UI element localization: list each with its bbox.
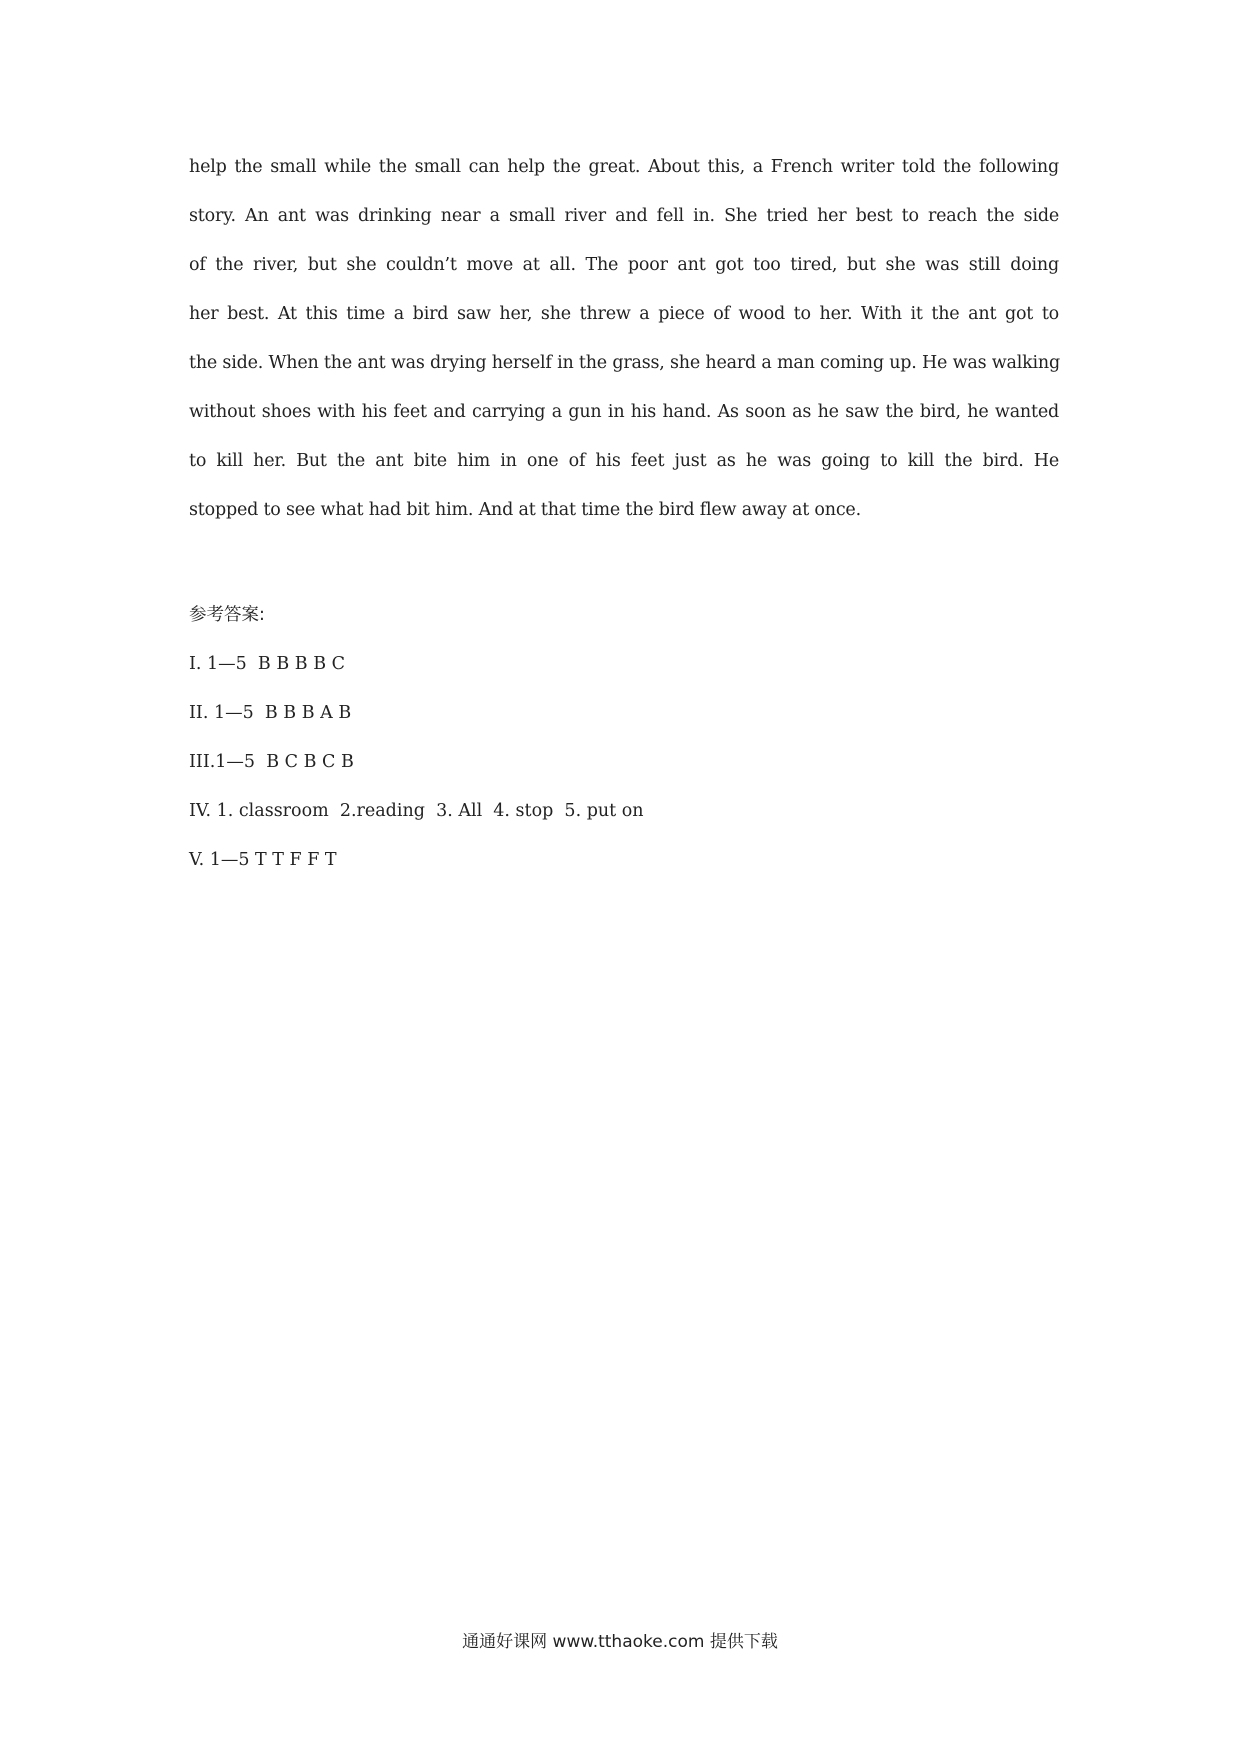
answer-key-title: 参考答案: (189, 605, 265, 625)
passage-line: story. An ant was drinking near a small river and fell in. She tried her best to reach the side (189, 206, 1059, 226)
reading-passage (189, 158, 1059, 550)
answer-line-section-1: I. 1—5 B B B B C (189, 654, 346, 674)
passage-line: the side. When the ant was drying herself in the grass, she heard a man coming up. He was walking (189, 353, 1061, 373)
passage-line: her best. At this time a bird saw her, she threw a piece of wood to her. With it the ant got to (189, 304, 1059, 324)
answer-key (189, 606, 889, 900)
passage-line: of the river, but she couldn’t move at all. The poor ant got too tired, but she was still doing (189, 255, 1059, 275)
passage-line: help the small while the small can help the great. About this, a French writer told the following (189, 157, 1059, 177)
passage-line: stopped to see what had bit him. And at that time the bird flew away at once. (189, 500, 861, 520)
answer-line-section-4: IV. 1. classroom 2.reading 3. All 4. stop 5. put on (189, 801, 644, 821)
page-footer: 通通好课网 www.tthaoke.com 提供下载 (462, 1632, 778, 1652)
passage-line: to kill her. But the ant bite him in one of his feet just as he was going to kill the bird. He (189, 451, 1059, 471)
answer-line-section-3: III.1—5 B C B C B (189, 752, 354, 772)
answer-line-section-5: V. 1—5 T T F F T (189, 850, 337, 870)
passage-line: without shoes with his feet and carrying a gun in his hand. As soon as he saw the bird, he wanted (189, 402, 1059, 422)
answer-line-section-2: II. 1—5 B B B A B (189, 703, 352, 723)
